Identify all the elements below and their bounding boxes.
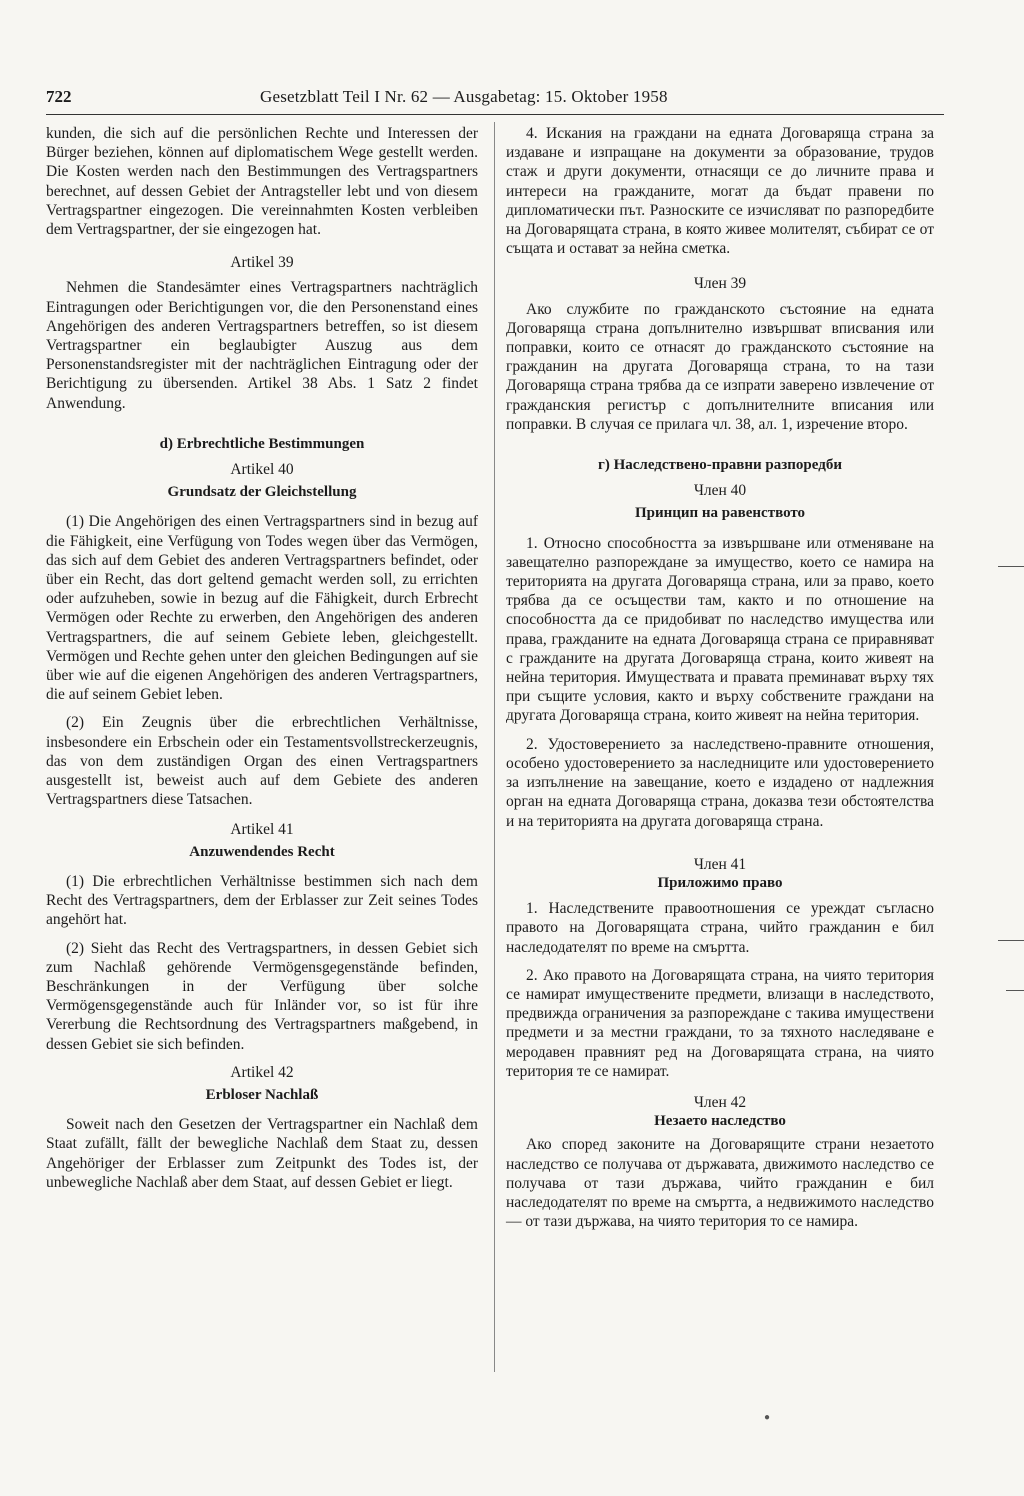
article-heading: Anzuwendendes Recht xyxy=(189,843,335,860)
paragraph: 1. Наследствените правоотношения се уреждат съгласно правото на Договарящата страна, чийто гражданин е бил наследодателят по време на смъртта. xyxy=(506,900,934,956)
section-heading: d) Erbrechtliche Bestimmungen xyxy=(159,435,365,452)
article-heading: Незаето наследство xyxy=(654,1113,786,1130)
paragraph: (2) Sieht das Recht des Vertragspartners, in dessen Gebiet sich zum Nachlaß gehörende Vermögensgegenstände befinden, Beschränkungen in der Verfügung über solche Vermögensgegenstände auch für Inländer vor, so ist für ihre Vererbung die Rechtsordnung des Vertragspartners maßgebend, in dessen Gebiet sie sich befinden. xyxy=(46,939,478,1053)
bulgarian-column xyxy=(506,124,934,1240)
paragraph: Nehmen die Standesämter eines Vertragspartners nachträglich Eintragungen oder Berichtigungen vor, die den Personenstand eines Angehörigen des anderen Vertragspartners betreffen, so ist diesem Vertragspartner ein beglaubigter Auszug aus dem Personenstandsregister mit der nachträglichen Eintragung oder der Berichtigung zu übersenden. Artikel 38 Abs. 1 Satz 2 findet Anwendung. xyxy=(46,279,478,412)
article-number: Artikel 41 xyxy=(230,820,294,838)
article-number: Член 39 xyxy=(693,275,747,293)
article-number: Член 41 xyxy=(693,855,747,873)
page-number: 722 xyxy=(46,87,72,106)
paragraph: 4. Искания на граждани на едната Договаряща страна за издаване и изпращане на документи за образование, трудов стаж и други документи, отнасящи се до личните права и интереси на гражданите, могат да бъдат правени по дипломатически път. Разноските се изчисляват по разпоредбите на Договарящата страна, в която живее молителят, събират се от същата и остават за нейна сметка. xyxy=(506,125,934,258)
column-divider xyxy=(494,122,495,1372)
german-column xyxy=(46,124,478,1201)
paragraph: Ако според законите на Договарящите страни незаетото наследство се получава от държавата, движимото наследство се получава от тази държава, чийто гражданин е бил наследодателят по време на смъртта, а недвижимото наследство — от тази държава, на чиято територия то се намира. xyxy=(506,1136,934,1231)
paragraph: Soweit nach den Gesetzen der Vertragspartner ein Nachlaß dem Staat zufällt, fällt der bewegliche Nachlaß dem Staat zu, dessen Angehöriger der Erblasser zum Zeitpunkt des Todes ist, der unbewegliche Nachlaß aber dem Staat, auf dessen Gebiet er liegt. xyxy=(46,1116,478,1191)
header-rule xyxy=(46,114,944,115)
paragraph: 2. Ако правото на Договарящата страна, на чиято територия се намират имуществените предмети, влизащи в наследството, предвижда ограничения за разпореждане с такива имуществени предмети и за местни граждани, то за тяхното наследяване е меродавен правният ред на Договарящата страна, на чиято територия те се намират. xyxy=(506,966,934,1080)
margin-mark xyxy=(998,566,1024,567)
article-number: Artikel 39 xyxy=(230,254,294,272)
article-heading: Приложимо право xyxy=(657,874,783,891)
article-number: Член 42 xyxy=(693,1093,747,1111)
page-header xyxy=(46,87,946,111)
margin-mark xyxy=(998,940,1024,941)
article-number: Член 40 xyxy=(693,482,747,500)
paragraph: (1) Die erbrechtlichen Verhältnisse bestimmen sich nach dem Recht des Vertragspartners, dem der Erblasser zur Zeit seines Todes angehört hat. xyxy=(46,872,478,929)
article-heading: Принцип на равенството xyxy=(634,505,806,522)
paragraph: kunden, die sich auf die persönlichen Rechte und Interessen der Bürger beziehen, können auf diplomatischem Wege gestellt werden. Die Kosten werden nach den Bestimmungen des Vertragspartners berechnet, auf dessen Gebiet der Antragsteller lebt und von diesem Vertragspartner eingezogen. Die vereinnahmten Kosten verbleiben dem Vertragspartner, der sie eingezogen hat. xyxy=(46,125,478,239)
section-heading: г) Наследствено-правни разпоредби xyxy=(598,457,842,474)
article-number: Artikel 40 xyxy=(230,461,294,479)
article-number: Artikel 42 xyxy=(230,1063,294,1081)
header-title: Gesetzblatt Teil I Nr. 62 — Ausgabetag: 15. Oktober 1958 xyxy=(260,87,668,106)
paragraph: (1) Die Angehörigen des einen Vertragspartners sind in bezug auf die Fähigkeit, eine Verfügung von Todes wegen über das Vermögen, das sich auf dem Gebiet des anderen Vertragspartners befindet, oder über ein Recht, das dort geltend gemacht werden soll, zu errichten oder aufzuheben, sowie in bezug auf die Fähigkeit, durch Erbrecht Vermögen oder Rechte zu erwerben, den Angehörigen des anderen Vertragspartners, die auf seinem Gebiete leben, gleichgestellt. Vermögen und Rechte gehen unter den gleichen Bedingungen auf sie über wie auf die eigenen Angehörigen des anderen Vertragspartners, die auf seinem Gebiet leben. xyxy=(46,513,478,704)
article-heading: Grundsatz der Gleichstellung xyxy=(167,484,357,501)
paragraph: 2. Удостоверението за наследствено-правните отношения, особено удостоверението за наследниците или удостоверението за изпълнение на завещание, което е издадено от надлежния орган на едната Договаряща страна, доказва тези обстоятелства и на територията на другата договаряща страна. xyxy=(506,735,934,830)
margin-mark xyxy=(1006,990,1024,991)
speck-mark: ● xyxy=(764,1412,771,1423)
paragraph: (2) Ein Zeugnis über die erbrechtlichen Verhältnisse, insbesondere ein Erbschein oder ein Testamentsvollstreckerzeugnis, das von dem zuständigen Organ des einen Vertragspartners ausgestellt ist, beweist auch auf dem Gebiete des anderen Vertragspartners diese Tatsachen. xyxy=(46,714,478,809)
article-heading: Erbloser Nachlaß xyxy=(205,1086,319,1103)
paragraph: Ако службите по гражданското състояние на едната Договаряща страна допълнително извършват вписвания или поправки, които се отнасят до гражданското състояние на гражданин на другата Договаряща страна, то на тази Договаряща страна трябва да се изпрати заверено извлечение от гражданския регистър с допълнителните вписания или поправки. В случая се прилага чл. 38, ал. 1, изречение второ. xyxy=(506,300,934,433)
paragraph: 1. Относно способността за извършване или отменяване на завещателно разпореждане за имущество, което се намира на територията на другата Договаряща страна, или за право, което трябва да се осъществи там, както и по отношение на способността да се придобиват по наследство имущества или права, гражданите на едната Договаряща страна се приравняват с гражданите на другата Договаряща страна, които живеят на нейна територия. Имуществата и правата преминават върху тях при същите условия, както и върху собствените граждани на другата Договаряща страна, които живеят на нейна територия. xyxy=(506,534,934,725)
